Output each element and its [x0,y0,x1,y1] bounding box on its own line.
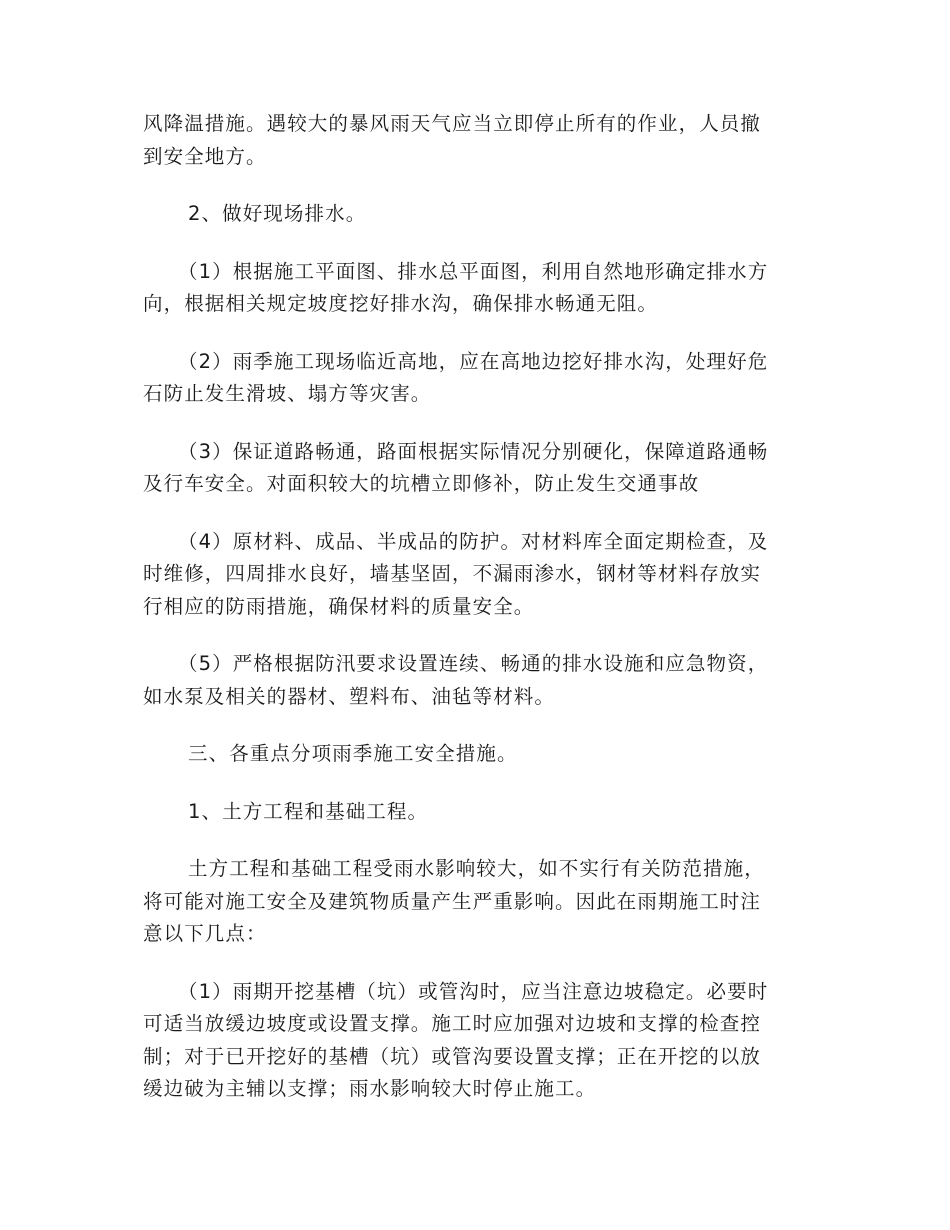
text-line: 风降温措施。遇较大的暴风雨天气应当立即停止所有的作业，人员撤 [143,112,762,135]
text-line: （1）雨期开挖基槽（坑）或管沟时，应当注意边坡稳定。必要时 [178,979,769,1003]
text-line: 缓边破为主辅以支撑；雨水影响较大时停止施工。 [143,1077,597,1100]
text-line: 土方工程和基础工程受雨水影响较大，如不实行有关防范措施， [188,857,765,880]
paragraph-earthwork-intro [143,853,807,951]
text-line: 石防止发生滑坡、塌方等灾害。 [143,382,432,405]
section-heading-drainage [143,198,807,231]
section-heading-three [143,738,807,771]
text-line: 2、做好现场排水。 [188,202,367,225]
text-line: （4）原材料、成品、半成品的防护。对材料库全面定期检查，及 [178,529,769,553]
text-line: 制；对于已开挖好的基槽（坑）或管沟要设置支撑；正在开挖的以放 [143,1044,762,1068]
list-item-4 [143,526,807,624]
list-item-3 [143,436,807,501]
text-line: 1、土方工程和基础工程。 [188,799,429,823]
text-line: 行相应的防雨措施，确保材料的质量安全。 [143,594,535,618]
text-line: 将可能对施工安全及建筑物质量产生严重影响。因此在雨期施工时注 [143,889,762,913]
text-line: （3）保证道路畅通，路面根据实际情况分别硬化，保障道路通畅 [178,439,769,463]
text-line: 到安全地方。 [143,144,267,168]
text-line: 可适当放缓边坡度或设置支撑。施工时应加强对边坡和支撑的检查控 [143,1012,762,1035]
document-body [143,108,807,1106]
list-item-2 [143,346,807,411]
paragraph-continuation [143,108,807,173]
list-item-1 [143,256,807,321]
text-line: （2）雨季施工现场临近高地，应在高地边挖好排水沟，处理好危 [178,349,769,373]
text-line: 意以下几点： [143,922,267,945]
subsection-heading-earthwork [143,796,807,829]
text-line: 三、各重点分项雨季施工安全措施。 [188,742,518,765]
list-item-5 [143,648,807,713]
text-line: 时维修，四周排水良好，墙基坚固，不漏雨渗水，钢材等材料存放实 [143,562,762,585]
text-line: 及行车安全。对面积较大的坑槽立即修补，防止发生交通事故 [143,472,700,495]
text-line: 如水泵及相关的器材、塑料布、油毡等材料。 [143,684,556,708]
text-line: （1）根据施工平面图、排水总平面图，利用自然地形确定排水方 [178,259,769,283]
list-item-earthwork-1 [143,976,807,1106]
text-line: （5）严格根据防汛要求设置连续、畅通的排水设施和应急物资， [178,652,769,675]
text-line: 向，根据相关规定坡度挖好排水沟，确保排水畅通无阻。 [143,292,659,315]
